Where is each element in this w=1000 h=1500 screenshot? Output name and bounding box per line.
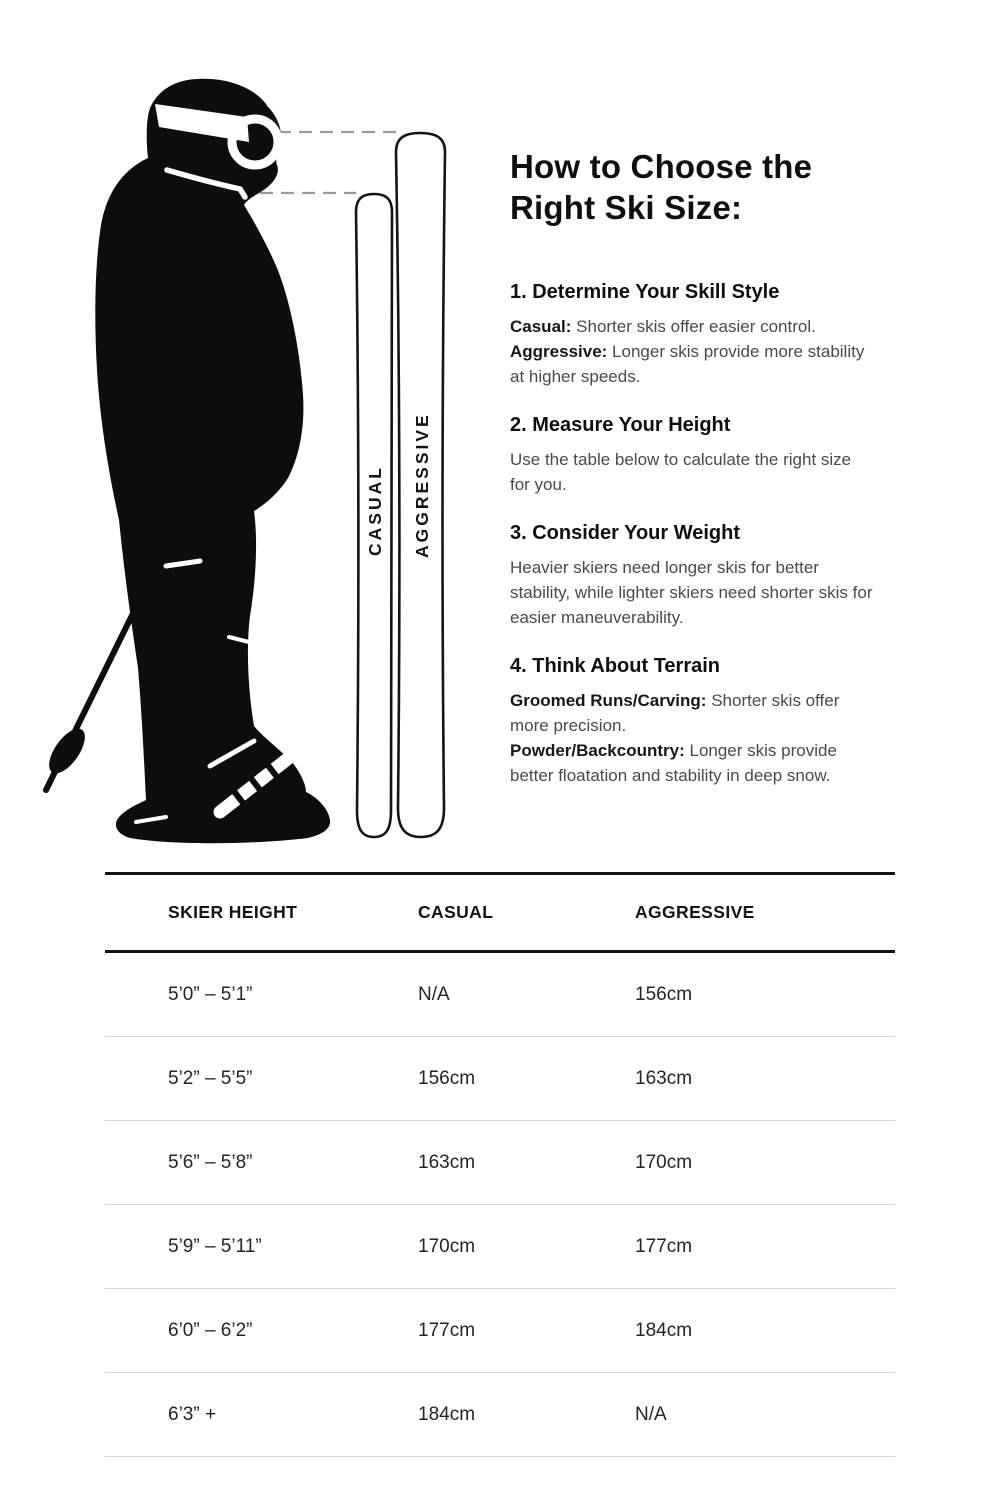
lead-label: Aggressive: [510,342,608,361]
paragraph-text: Longer skis provide better floatation and stability in deep snow. [510,741,837,785]
table-row [105,1121,895,1205]
table-row [105,953,895,1037]
section-paragraph [510,314,874,339]
pole-basket [42,723,91,779]
ski-size-table [105,872,895,1457]
paragraph-text: Longer skis provide more stability at higher speeds. [510,342,865,386]
section-consider-weight [510,520,874,630]
skier-silhouette [95,79,330,843]
section-paragraph [510,738,874,788]
cell-casual-size: 184cm [418,1403,476,1425]
table-row [105,1289,895,1373]
paragraph-text: Heavier skiers need longer skis for better stability, while lighter skiers need shorter skis for easier maneuverability. [510,558,873,627]
section-heading: 4. Think About Terrain [510,655,721,677]
paragraph-text: Shorter skis offer more precision. [510,691,840,735]
section-paragraph [510,339,874,389]
table-header-row [105,872,895,953]
cell-height-range: 6’3” + [168,1403,217,1425]
section-paragraph [510,555,874,630]
cell-aggressive-size: 184cm [635,1319,693,1341]
page-title [510,146,874,228]
page-title-line-1: How to Choose the [510,148,813,185]
section-think-terrain [510,653,874,788]
table-row [105,1037,895,1121]
section-paragraph [510,688,874,738]
paragraph-text: Use the table below to calculate the right size for you. [510,450,852,494]
table-row [105,1373,895,1457]
section-paragraph [510,447,874,497]
cell-height-range: 5’0” – 5’1” [168,983,253,1005]
section-heading: 3. Consider Your Weight [510,522,741,544]
ski-label-aggressive: AGGRESSIVE [412,412,432,558]
guide-content [510,146,874,788]
cell-aggressive-size: 170cm [635,1151,693,1173]
header-cell-skier-height: SKIER HEIGHT [168,902,298,922]
cell-casual-size: N/A [418,983,450,1005]
lead-label: Casual: [510,317,572,336]
cell-height-range: 5’9” – 5’11” [168,1235,262,1257]
lead-label: Groomed Runs/Carving: [510,691,707,710]
cell-casual-size: 163cm [418,1151,476,1173]
cell-height-range: 5’2” – 5’5” [168,1067,253,1089]
cell-height-range: 6’0” – 6’2” [168,1319,253,1341]
cell-aggressive-size: 163cm [635,1067,693,1089]
lead-label: Powder/Backcountry: [510,741,685,760]
section-measure-height [510,412,874,497]
header-cell-casual: CASUAL [418,902,494,922]
cell-casual-size: 170cm [418,1235,476,1257]
paragraph-text: Shorter skis offer easier control. [571,317,816,336]
section-heading: 2. Measure Your Height [510,414,731,436]
ski-label-casual: CASUAL [365,465,385,556]
cell-aggressive-size: N/A [635,1403,667,1425]
page-title-line-2: Right Ski Size: [510,189,743,226]
cell-aggressive-size: 177cm [635,1235,693,1257]
cell-aggressive-size: 156cm [635,983,693,1005]
cell-casual-size: 177cm [418,1319,476,1341]
cell-casual-size: 156cm [418,1067,476,1089]
header-cell-aggressive: AGGRESSIVE [635,902,755,922]
table-row [105,1205,895,1289]
section-skill-style [510,279,874,389]
section-heading: 1. Determine Your Skill Style [510,281,780,303]
cell-height-range: 5’6” – 5’8” [168,1151,253,1173]
